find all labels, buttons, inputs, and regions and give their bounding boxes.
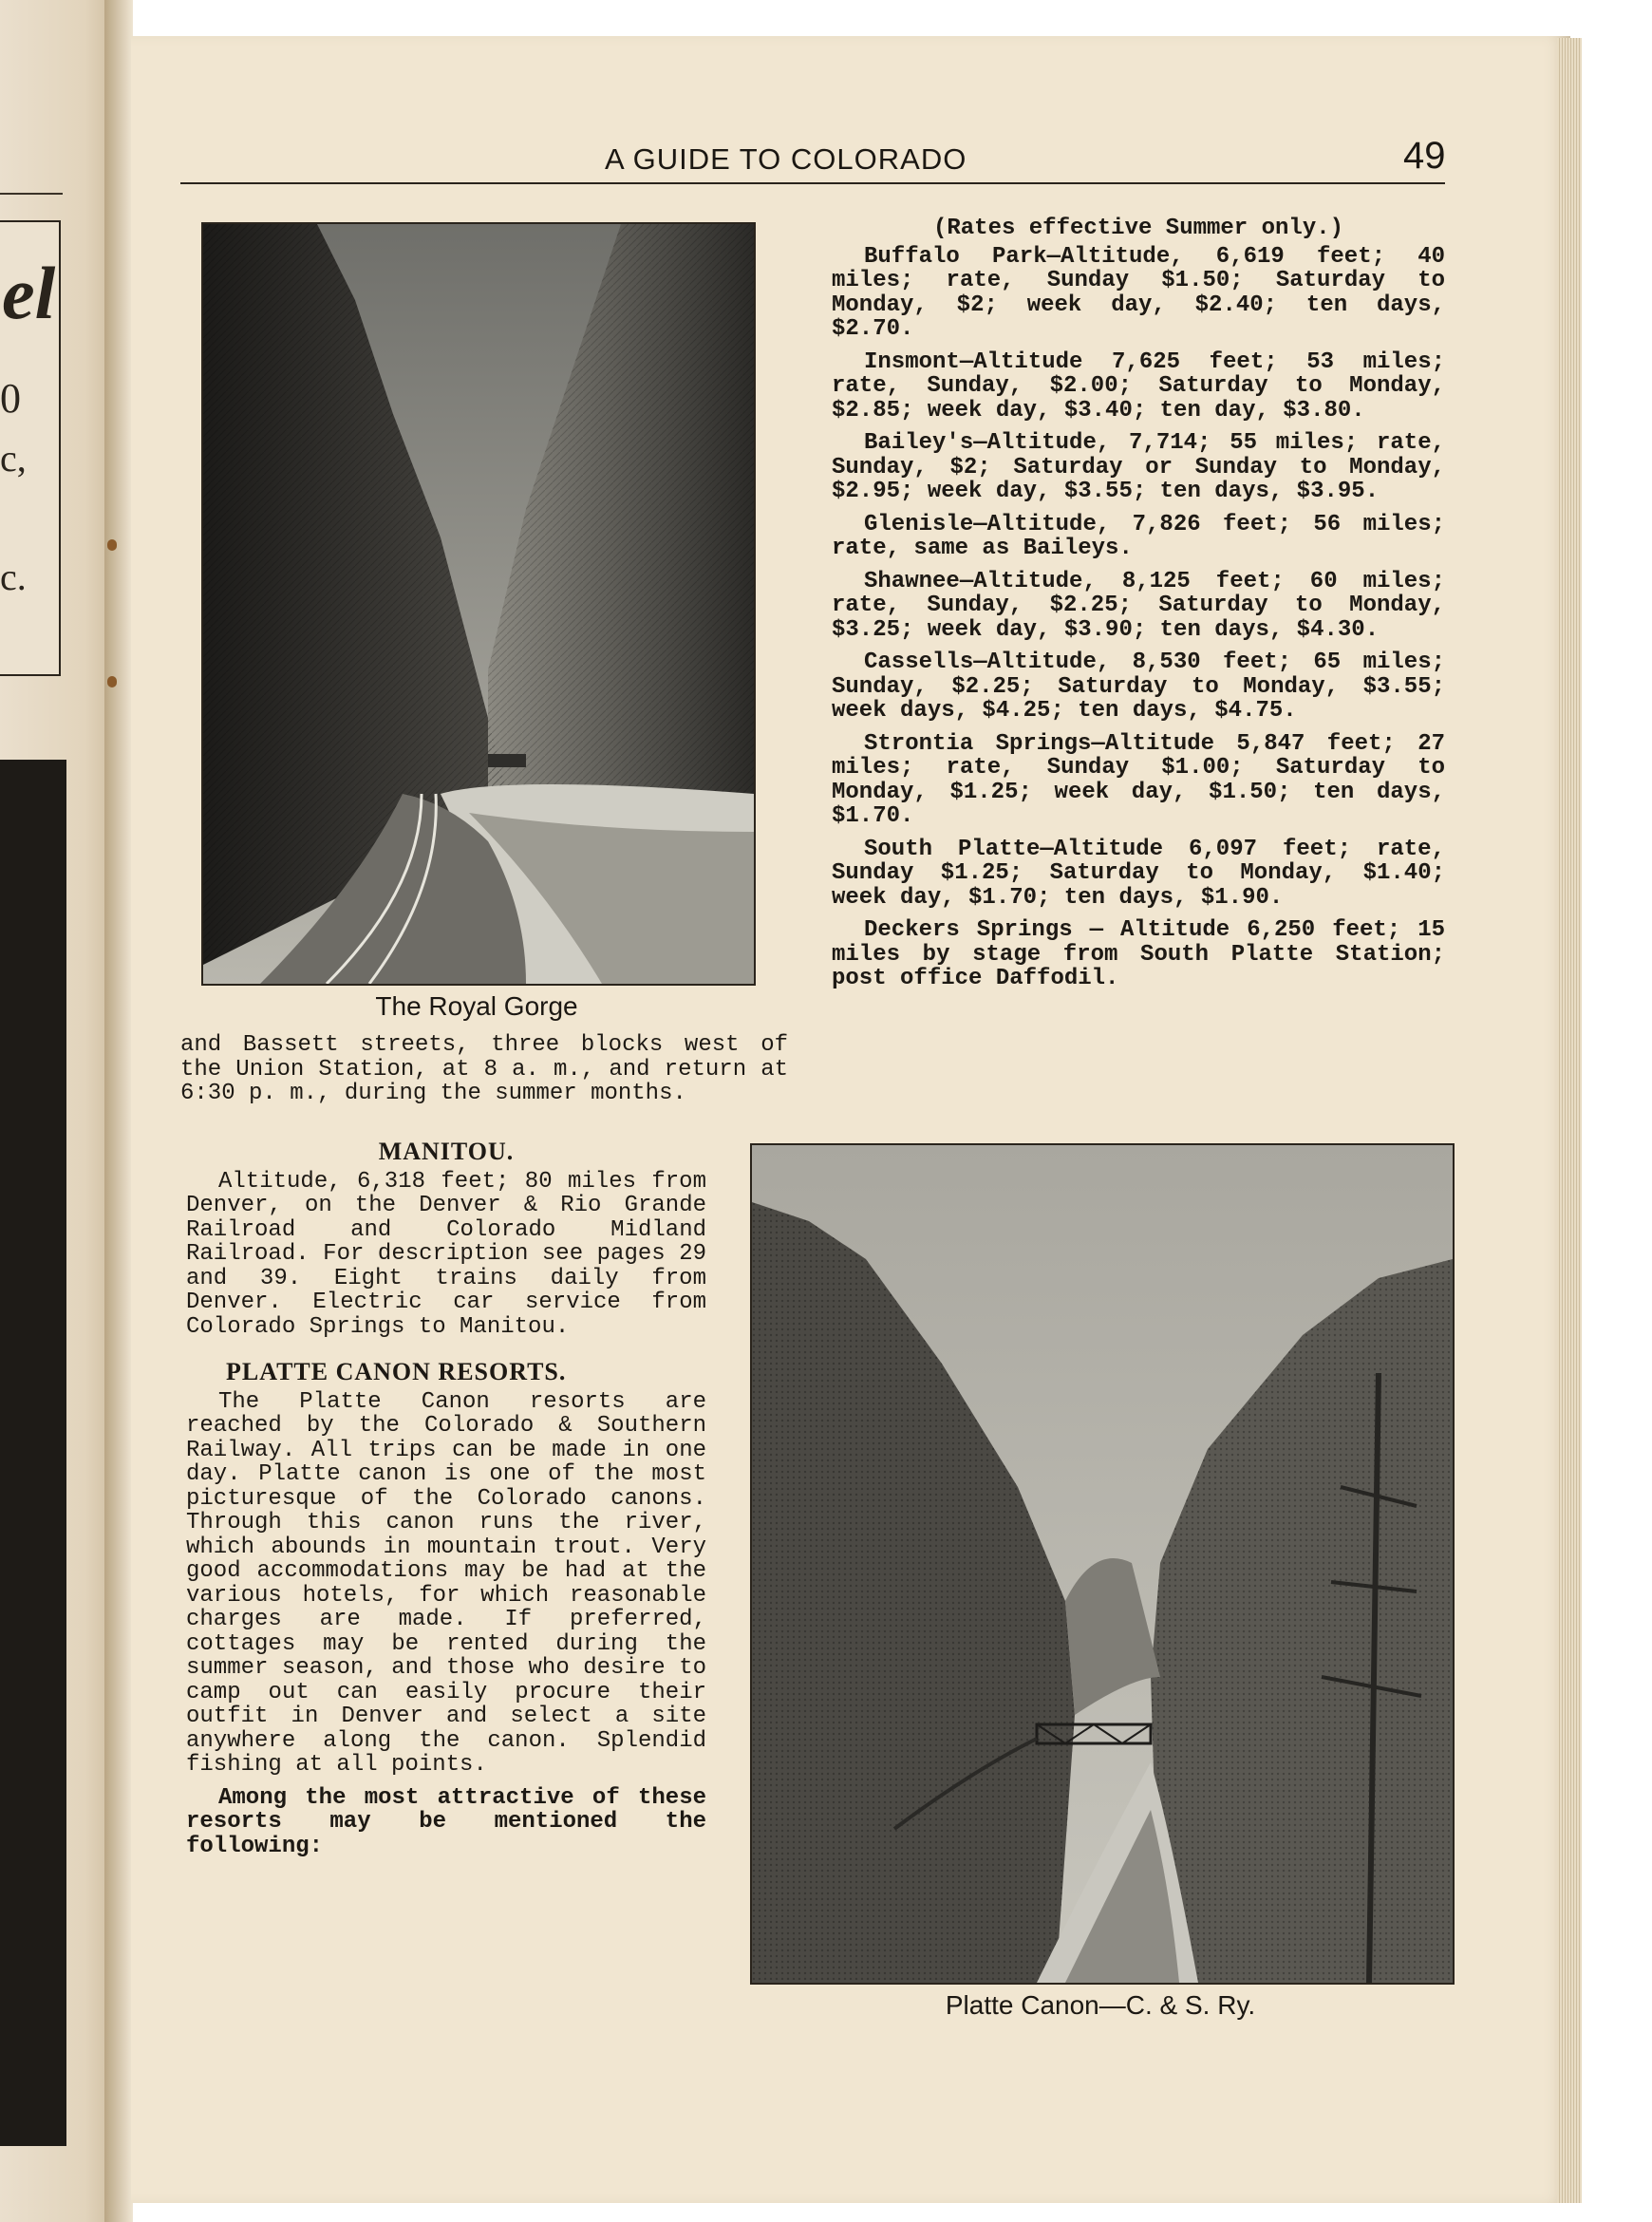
resort-entry: South Platte—Altitude 6,097 feet; rate, Sunday $1.25; Saturday to Monday, $1.40; week day, $1.70; ten days, $1.90.: [832, 836, 1445, 911]
manitou-section: [186, 1136, 706, 1867]
royal-gorge-caption: The Royal Gorge: [375, 991, 578, 1021]
manitou-paragraph: Altitude, 6,318 feet; 80 miles from Denver, on the Denver & Rio Grande Railroad and Colorado Midland Railroad. For description see pages 29 and 39. Eight trains daily from Denver. Electric car service from Colorado Springs to Manitou.: [186, 1168, 706, 1340]
resort-entry: Strontia Springs—Altitude 5,847 feet; 27 miles; rate, Sunday $1.00; Saturday to Monday, $1.25; week day, $1.50; ten days, $1.70.: [832, 730, 1445, 829]
previous-page-fragment: c,: [0, 437, 27, 480]
page-number: 49: [1403, 135, 1446, 177]
resort-entry: Insmont—Altitude 7,625 feet; 53 miles; rate, Sunday, $2.00; Saturday to Monday, $2.85; week day, $3.40; ten day, $3.80.: [832, 348, 1445, 424]
resort-entry: Deckers Springs — Altitude 6,250 feet; 15 miles by stage from South Platte Station; post office Daffodil.: [832, 917, 1445, 991]
previous-page-fragment: c.: [0, 556, 27, 598]
previous-page-edge: [0, 0, 122, 2222]
resort-entry: Bailey's—Altitude, 7,714; 55 miles; rate, Sunday, $2; Saturday or Sunday to Monday, $2.95; week day, $3.55; ten days, $3.95.: [832, 430, 1445, 504]
platte-canon-paragraph: The Platte Canon resorts are reached by the Colorado & Southern Railway. All trips can be made in one day. Platte canon is one of the most picturesque of the Colorado canons. Through this canon runs the river, which abounds in mountain trout. Very good accommodations may be had at the various hotels, for which reasonable charges are made. If preferred, cottages may be rented during the summer season, and those who desire to camp out can easily procure their outfit in Denver and select a site anywhere along the canon. Splendid fishing at all points.: [186, 1388, 706, 1778]
previous-page-fragment: 0: [0, 375, 21, 422]
previous-page-ad-frame: [0, 220, 61, 676]
platte-canon-closing-paragraph: Among the most attractive of these resorts may be mentioned the following:: [186, 1784, 706, 1859]
platte-canon-caption: Platte Canon—C. & S. Ry.: [945, 1990, 1256, 2020]
page-stack-edge: [1557, 38, 1582, 2203]
binding-stitch: [107, 539, 117, 551]
resort-entry: Cassells—Altitude, 8,530 feet; 65 miles; Sunday, $2.25; Saturday to Monday, $3.55; week days, $4.25; ten days, $4.75.: [832, 650, 1445, 724]
royal-gorge-photo: [201, 222, 756, 986]
royal-gorge-image: [203, 224, 754, 984]
continuation-paragraph: and Bassett streets, three blocks west of the Union Station, at 8 a. m., and return at 6:30 p. m., during the summer months.: [180, 1032, 788, 1106]
platte-canon-heading: PLATTE CANON RESORTS.: [226, 1358, 567, 1385]
rates-note: (Rates effective Summer only.): [932, 216, 1344, 241]
resort-entry: Buffalo Park—Altitude, 6,619 feet; 40 miles; rate, Sunday $1.50; Saturday to Monday, $2; week day, $2.40; ten days, $2.70.: [832, 243, 1445, 342]
resort-entry: Shawnee—Altitude, 8,125 feet; 60 miles; rate, Sunday, $2.25; Saturday to Monday, $3.25; week day, $3.90; ten days, $4.30.: [832, 568, 1445, 643]
manitou-heading: MANITOU.: [378, 1138, 515, 1165]
platte-canon-photo: [750, 1143, 1455, 1985]
running-header-title: A GUIDE TO COLORADO: [605, 142, 967, 176]
book-spine: [104, 0, 133, 2222]
binding-stitch: [107, 676, 117, 687]
platte-canon-image: [752, 1145, 1453, 1983]
right-text-column: [832, 217, 1445, 1000]
previous-page-dark-block: [0, 760, 66, 2146]
previous-page-rule: [0, 193, 63, 195]
left-text-column: [180, 1033, 788, 1115]
header-rule: [180, 182, 1445, 184]
previous-page-fragment: el: [2, 252, 56, 334]
resort-entry: Glenisle—Altitude, 7,826 feet; 56 miles; rate, same as Baileys.: [832, 511, 1445, 561]
